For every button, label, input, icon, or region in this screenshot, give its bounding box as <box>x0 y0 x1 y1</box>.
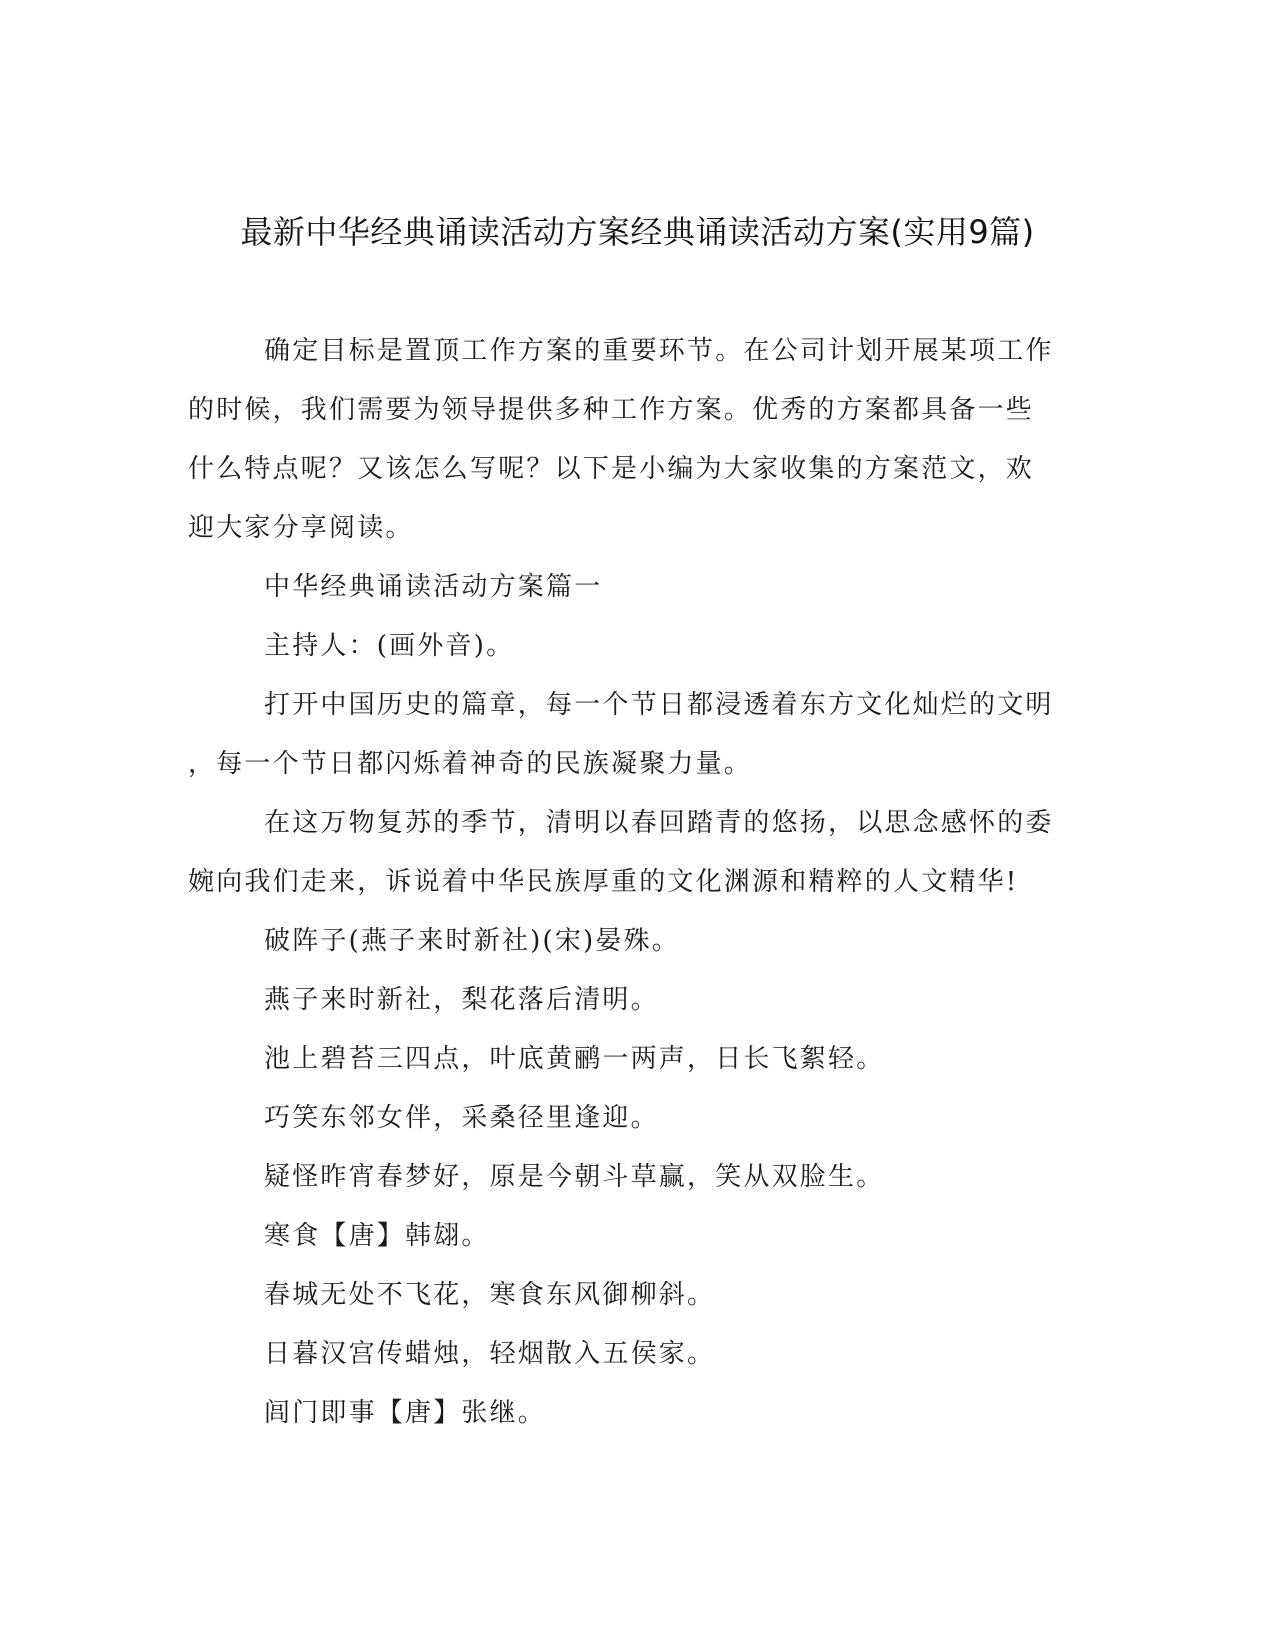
poem-line: 春城无处不飞花，寒食东风御柳斜。 <box>264 1280 716 1310</box>
document-body <box>188 322 1068 1443</box>
paragraph-line: 在这万物复苏的季节，清明以春回踏青的悠扬，以思念感怀的委 <box>264 808 1054 838</box>
poem-line: 日暮汉宫传蜡烛，轻烟散入五侯家。 <box>264 1339 716 1369</box>
paragraph-line: 迎大家分享阅读。 <box>188 513 414 543</box>
poem-line: 巧笑东邻女伴，采桑径里逢迎。 <box>264 1103 659 1133</box>
poem-title: 闾门即事【唐】张继。 <box>264 1398 547 1428</box>
paragraph-line: ，每一个节日都闪烁着神奇的民族凝聚力量。 <box>188 749 753 779</box>
paragraph-line: 的时候，我们需要为领导提供多种工作方案。优秀的方案都具备一些 <box>188 395 1035 425</box>
paragraph-line: 打开中国历史的篇章，每一个节日都浸透着东方文化灿烂的文明 <box>264 690 1054 720</box>
poem-line: 池上碧苔三四点，叶底黄鹂一两声，日长飞絮轻。 <box>264 1044 885 1074</box>
paragraph-line: 什么特点呢？又该怎么写呢？以下是小编为大家收集的方案范文，欢 <box>188 454 1035 484</box>
paragraph-line: 主持人：(画外音)。 <box>264 631 515 661</box>
poem-line: 疑怪昨宵春梦好，原是今朝斗草赢，笑从双脸生。 <box>264 1162 885 1192</box>
section-heading: 中华经典诵读活动方案篇一 <box>264 572 603 602</box>
paragraph-line: 确定目标是置顶工作方案的重要环节。在公司计划开展某项工作 <box>264 336 1054 366</box>
poem-line: 燕子来时新社，梨花落后清明。 <box>264 985 659 1015</box>
document-title: 最新中华经典诵读活动方案经典诵读活动方案(实用9篇) <box>240 213 1035 251</box>
poem-title: 破阵子(燕子来时新社)(宋)晏殊。 <box>264 926 680 956</box>
paragraph-line: 婉向我们走来，诉说着中华民族厚重的文化渊源和精粹的人文精华! <box>188 867 1019 897</box>
poem-title: 寒食【唐】韩翃。 <box>264 1221 490 1251</box>
